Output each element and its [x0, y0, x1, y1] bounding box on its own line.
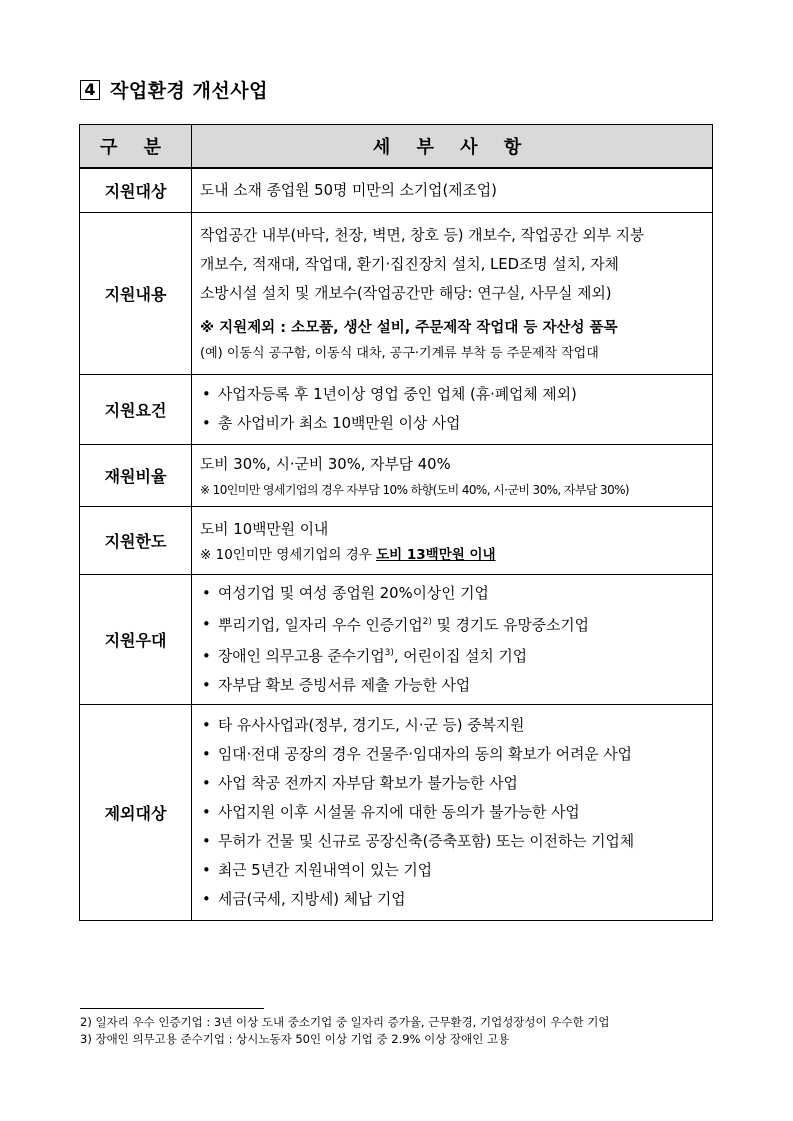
list-item: • 뿌리기업, 일자리 우수 인증기업$^{2)}$ 및 경기도 유망중소기업: [200, 608, 706, 640]
row-preference: [80, 574, 713, 705]
row-label-funding: 재원비율: [80, 444, 192, 506]
footnote-ref: 2): [422, 616, 432, 627]
row-label-preference: 지원우대: [80, 574, 192, 705]
list-item: • 장애인 의무고용 준수기업$^{3)}$, 어린이집 설치 기업: [200, 639, 706, 671]
list-item: • 최근 5년간 지원내역이 있는 기업: [200, 856, 706, 885]
bullet-icon: •: [202, 584, 211, 602]
row-funding: [80, 444, 713, 506]
list-item: • 자부담 확보 증빙서류 제출 가능한 사업: [200, 671, 706, 700]
bullet-icon: •: [202, 386, 211, 403]
header-category: 구 분: [80, 125, 192, 169]
bullet-icon: •: [202, 616, 211, 634]
content-line: 소방시설 설치 및 개보수(작업공간만 해당: 연구실, 사무실 제외): [200, 285, 612, 302]
header-details: 세 부 사 항: [192, 125, 713, 169]
row-limit: [80, 506, 713, 574]
limit-note: ※ 10인미만 영세기업의 경우 도비 13백만원 이내: [200, 546, 496, 563]
row-label-limit: 지원한도: [80, 506, 192, 574]
bullet-icon: •: [202, 648, 211, 666]
bullet-icon: •: [202, 415, 211, 432]
list-item: • 무허가 건물 및 신규로 공장신축(증축포함) 또는 이전하는 기업체: [200, 827, 706, 856]
list-item: • 여성기업 및 여성 종업원 20%이상인 기업: [200, 579, 706, 608]
list-item: • 사업자등록 후 1년이상 영업 중인 업체 (휴·폐업체 제외): [200, 380, 706, 409]
row-content: [80, 212, 713, 374]
list-item: • 사업 착공 전까지 자부담 확보가 불가능한 사업: [200, 769, 706, 798]
section-title-text: 작업환경 개선사업: [110, 80, 268, 102]
bullet-icon: •: [202, 891, 211, 909]
bullet-icon: •: [202, 862, 211, 880]
footnote-2: 2) 일자리 우수 인증기업 : 3년 이상 도내 중소기업 중 일자리 증가율, 근무환경, 기업성장성이 우수한 기업: [80, 1015, 610, 1029]
footnote-ref: 3): [384, 648, 394, 659]
bullet-icon: •: [202, 775, 211, 793]
row-label-target: 지원대상: [80, 168, 192, 212]
row-label-requirements: 지원요건: [80, 374, 192, 444]
list-item: • 타 유사사업과(정부, 경기도, 시·군 등) 중복지원: [200, 711, 706, 740]
content-example-note: (예) 이동식 공구함, 이동식 대차, 공구·기계류 부착 등 주문제작 작업대: [200, 346, 599, 361]
funding-note: ※ 10인미만 영세기업의 경우 자부담 10% 하향(도비 40%, 시·군비 30%, 자부담 30%): [200, 482, 629, 497]
program-table: [79, 124, 713, 921]
row-target: [80, 168, 713, 212]
limit-text: 도비 10백만원 이내: [200, 520, 329, 538]
footnote-3: 3) 장애인 의무고용 준수기업 : 상시노동자 50인 이상 기업 중 2.9% 이상 장애인 고용: [80, 1032, 510, 1046]
bullet-icon: •: [202, 804, 211, 822]
funding-text: 도비 30%, 시·군비 30%, 자부담 40%: [200, 455, 451, 473]
content-line: 개보수, 적재대, 작업대, 환기·집진장치 설치, LED조명 설치, 자체: [200, 256, 619, 273]
bullet-icon: •: [202, 833, 211, 851]
section-title: [80, 76, 268, 103]
row-requirements: [80, 374, 713, 444]
list-item: • 세금(국세, 지방세) 체납 기업: [200, 885, 706, 914]
bullet-icon: •: [202, 746, 211, 764]
row-label-exclusions: 제외대상: [80, 705, 192, 921]
bullet-icon: •: [202, 677, 211, 695]
content-exclusion-note: ※ 지원제외 : 소모품, 생산 설비, 주문제작 작업대 등 자산성 품목: [200, 320, 618, 336]
list-item: • 총 사업비가 최소 10백만원 이상 사업: [200, 409, 706, 438]
list-item: • 임대·전대 공장의 경우 건물주·임대자의 동의 확보가 어려운 사업: [200, 740, 706, 769]
bullet-icon: •: [202, 717, 211, 735]
footnote-divider: [80, 1008, 264, 1009]
table-header-row: [80, 125, 713, 169]
target-text: 도내 소재 종업원 50명 미만의 소기업(제조업): [200, 181, 497, 199]
section-number-box: 4: [80, 80, 100, 100]
content-line: 작업공간 내부(바닥, 천장, 벽면, 창호 등) 개보수, 작업공간 외부 지붕: [200, 227, 645, 244]
list-item: • 사업지원 이후 시설물 유지에 대한 동의가 불가능한 사업: [200, 798, 706, 827]
row-label-content: 지원내용: [80, 212, 192, 374]
limit-emphasis: 도비 13백만원 이내: [376, 546, 496, 563]
row-exclusions: [80, 705, 713, 921]
